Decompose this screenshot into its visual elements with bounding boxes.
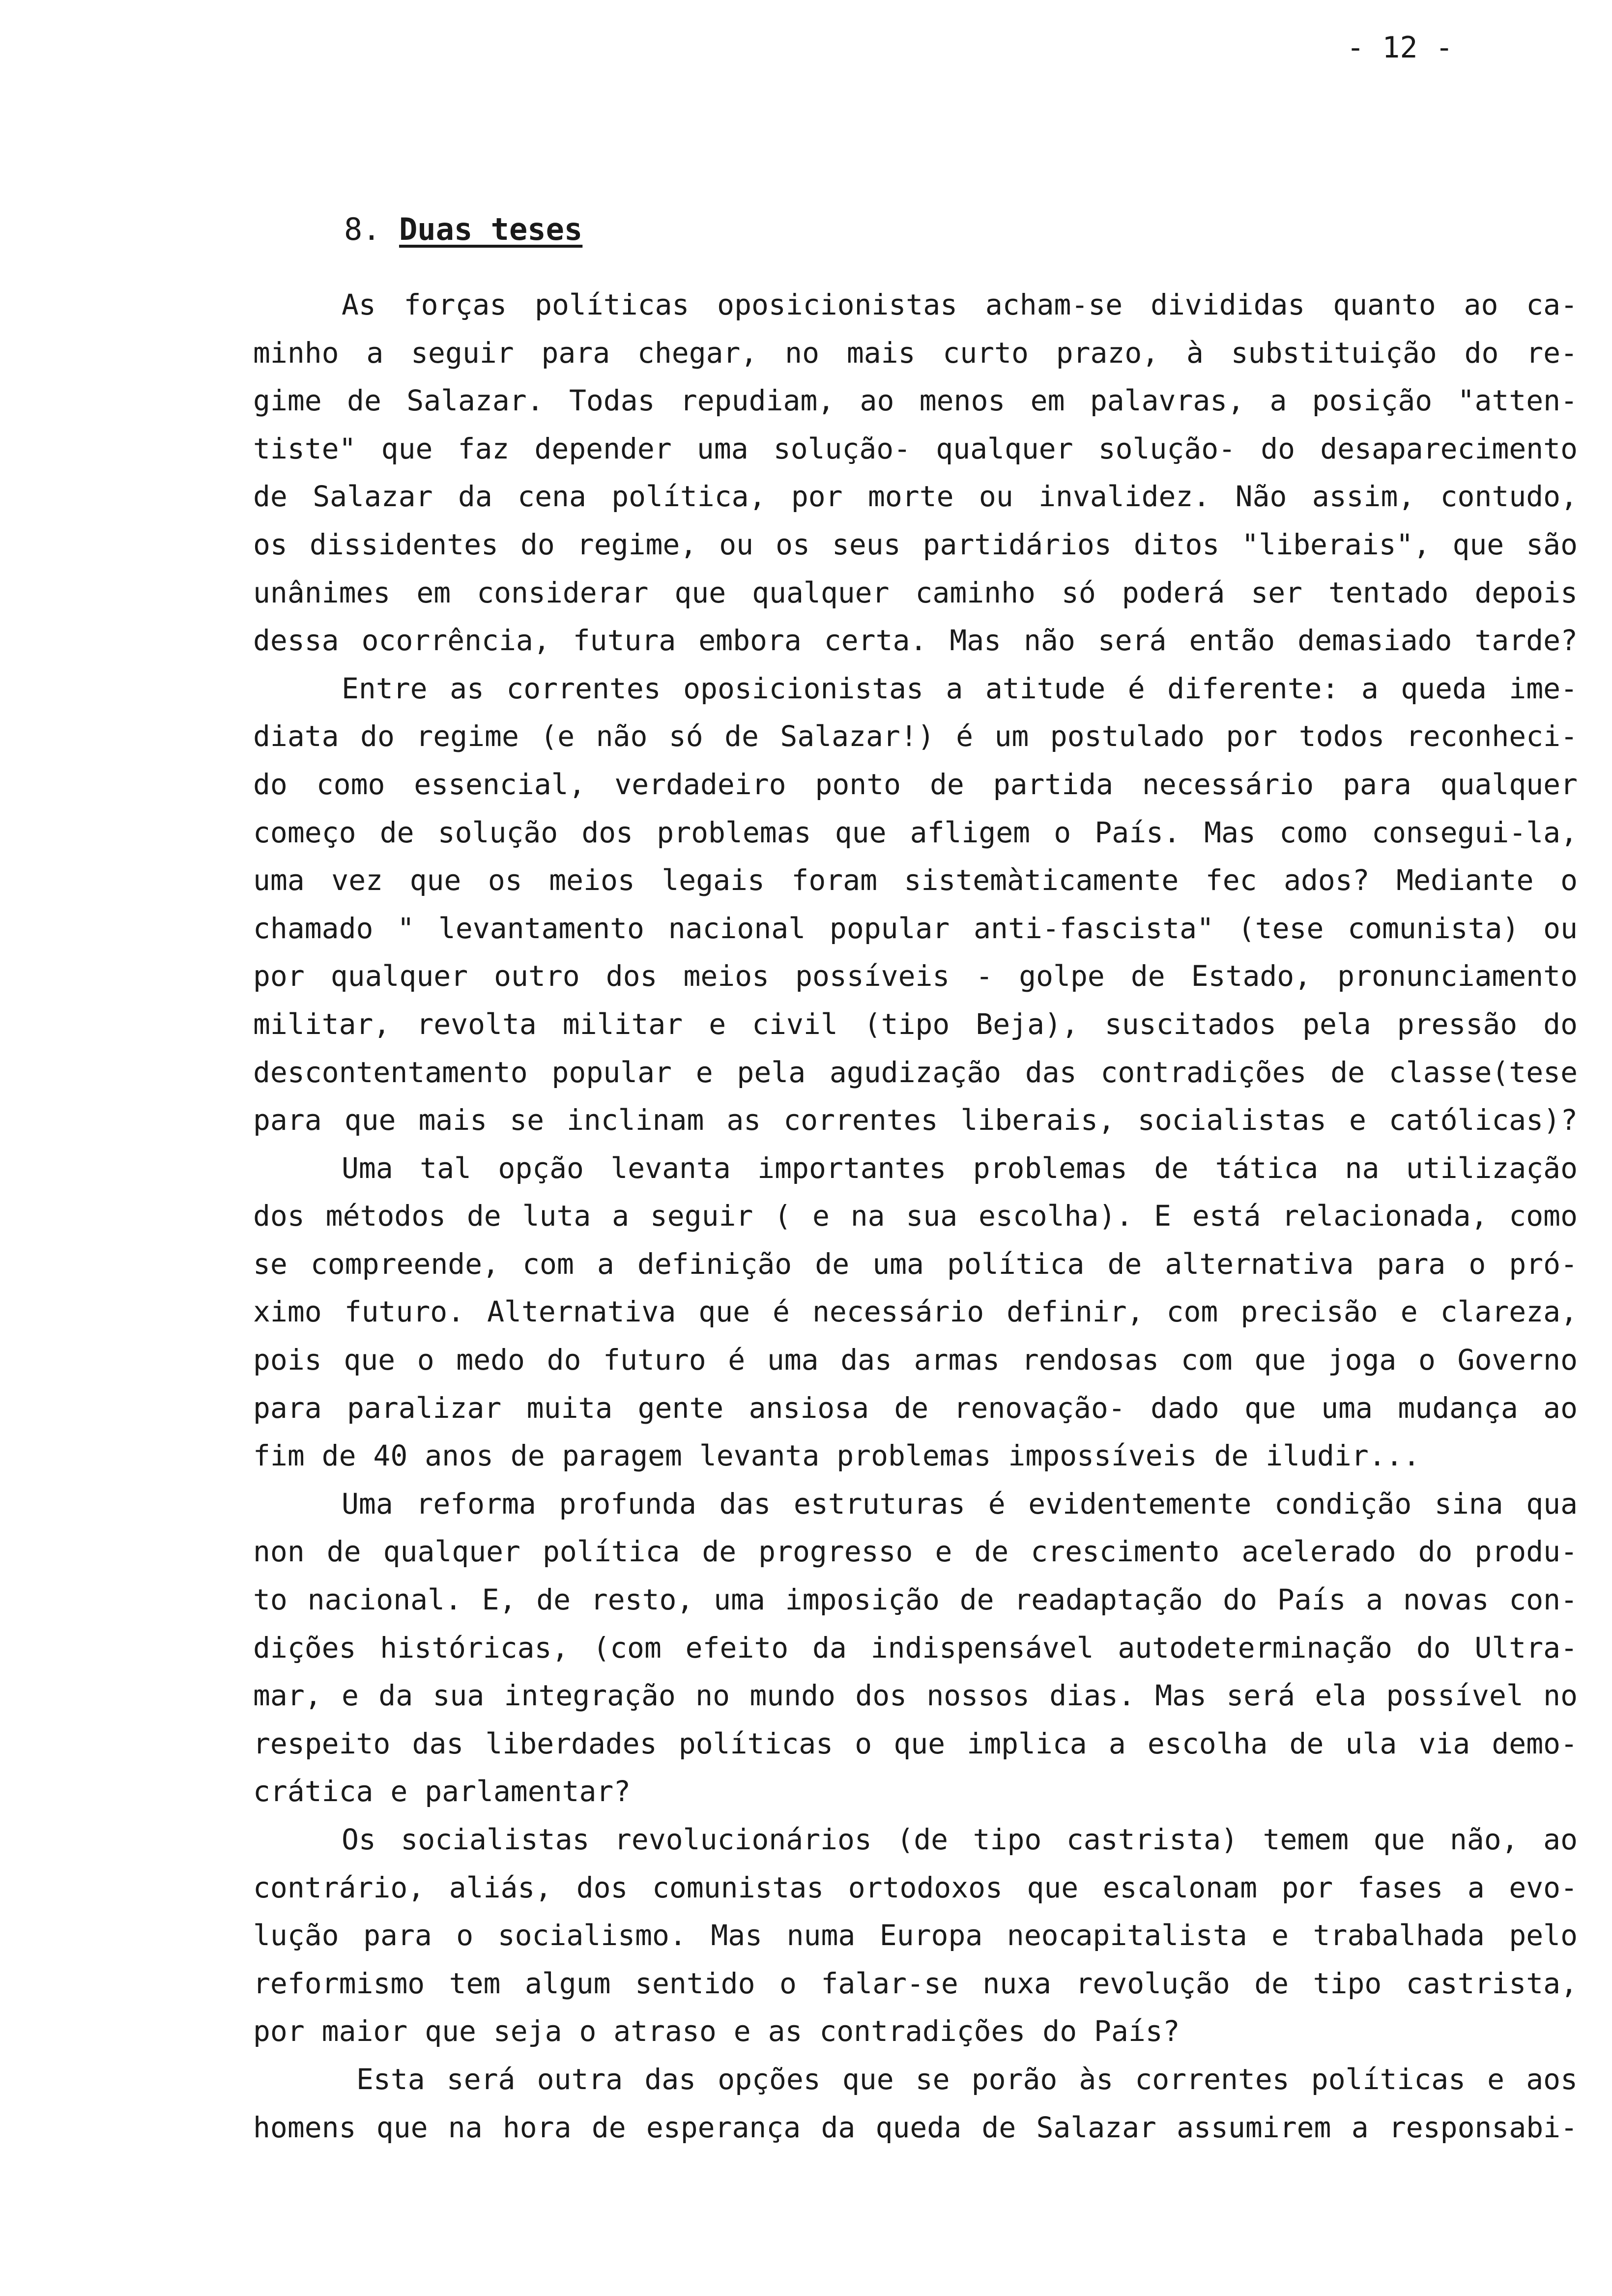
text-line: unânimes em considerar que qualquer caminho só poderá ser tentado depois: [253, 575, 1578, 609]
text-line: Esta será outra das opções que se porão às correntes políticas e aos: [356, 2062, 1578, 2096]
text-line: chamado " levantamento nacional popular anti-fascista" (tese comunista) ou: [253, 911, 1578, 945]
section-title: Duas teses: [399, 211, 583, 247]
body-text: [253, 281, 1578, 2152]
paragraph-5: [253, 1816, 1578, 2056]
paragraph-2: [253, 665, 1578, 1145]
section-heading: [344, 211, 582, 247]
text-line: crática e parlamentar?: [253, 1775, 631, 1808]
text-line: Uma tal opção levanta importantes problemas de tática na utilização: [342, 1151, 1578, 1185]
text-line: para que mais se inclinam as correntes liberais, socialistas e católicas)?: [253, 1103, 1578, 1137]
paragraph-4: [253, 1480, 1578, 1816]
text-line: diata do regime (e não só de Salazar!) é um postulado por todos reconheci-: [253, 719, 1578, 753]
text-line: Uma reforma profunda das estruturas é evidentemente condição sina qua: [342, 1487, 1578, 1521]
text-line: pois que o medo do futuro é uma das armas rendosas com que joga o Governo: [253, 1343, 1578, 1377]
text-line: gime de Salazar. Todas repudiam, ao menos em palavras, a posição "atten-: [253, 384, 1578, 418]
text-line: os dissidentes do regime, ou os seus partidários ditos "liberais", que são: [253, 527, 1578, 561]
text-line: Entre as correntes oposicionistas a atitude é diferente: a queda ime-: [342, 671, 1578, 705]
text-line: reformismo tem algum sentido o falar-se nuxa revolução de tipo castrista,: [253, 1966, 1578, 2000]
text-line: ximo futuro. Alternativa que é necessário definir, com precisão e clareza,: [253, 1295, 1578, 1329]
text-line: dos métodos de luta a seguir ( e na sua escolha). E está relacionada, como: [253, 1199, 1578, 1233]
text-line: do como essencial, verdadeiro ponto de partida necessário para qualquer: [253, 767, 1578, 801]
text-line: mar, e da sua integração no mundo dos nossos dias. Mas será ela possível no: [253, 1679, 1578, 1713]
text-line: militar, revolta militar e civil (tipo Beja), suscitados pela pressão do: [253, 1007, 1578, 1041]
page-number: - 12 -: [1347, 30, 1453, 65]
text-line: lução para o socialismo. Mas numa Europa neocapitalista e trabalhada pelo: [253, 1919, 1578, 1952]
text-line: começo de solução dos problemas que afligem o País. Mas como consegui-la,: [253, 815, 1578, 849]
paragraph-6: [253, 2056, 1578, 2152]
text-line: contrário, aliás, dos comunistas ortodoxos que escalonam por fases a evo-: [253, 1870, 1578, 1904]
section-number: 8.: [344, 211, 381, 247]
text-line: non de qualquer política de progresso e de crescimento acelerado do produ-: [253, 1535, 1578, 1569]
text-line: uma vez que os meios legais foram sistemàticamente fec ados? Mediante o: [253, 863, 1578, 897]
text-line: to nacional. E, de resto, uma imposição de readaptação do País a novas con-: [253, 1583, 1578, 1617]
text-line: se compreende, com a definição de uma política de alternativa para o pró-: [253, 1247, 1578, 1281]
text-line: Os socialistas revolucionários (de tipo castrista) temem que não, ao: [342, 1823, 1578, 1856]
text-line: de Salazar da cena política, por morte ou invalidez. Não assim, contudo,: [253, 480, 1578, 514]
paragraph-3: [253, 1145, 1578, 1480]
text-line: descontentamento popular e pela agudização das contradições de classe(tese: [253, 1055, 1578, 1089]
text-line: por qualquer outro dos meios possíveis - golpe de Estado, pronunciamento: [253, 959, 1578, 993]
text-line: dessa ocorrência, futura embora certa. Mas não será então demasiado tarde?: [253, 624, 1578, 658]
text-line: tiste" que faz depender uma solução- qualquer solução- do desaparecimento: [253, 431, 1578, 465]
text-line: As forças políticas oposicionistas acham-se divididas quanto ao ca-: [342, 288, 1578, 321]
text-line: minho a seguir para chegar, no mais curto prazo, à substituição do re-: [253, 336, 1578, 370]
text-line: homens que na hora de esperança da queda de Salazar assumirem a responsabi-: [253, 2110, 1578, 2144]
text-line: respeito das liberdades políticas o que implica a escolha de ula via demo-: [253, 1726, 1578, 1760]
text-line: para paralizar muita gente ansiosa de renovação- dado que uma mudança ao: [253, 1391, 1578, 1425]
text-line: dições históricas, (com efeito da indispensável autodeterminação do Ultra-: [253, 1631, 1578, 1665]
text-line: por maior que seja o atraso e as contradições do País?: [253, 2014, 1180, 2048]
paragraph-1: [253, 281, 1578, 665]
text-line: fim de 40 anos de paragem levanta problemas impossíveis de iludir...: [253, 1439, 1420, 1473]
